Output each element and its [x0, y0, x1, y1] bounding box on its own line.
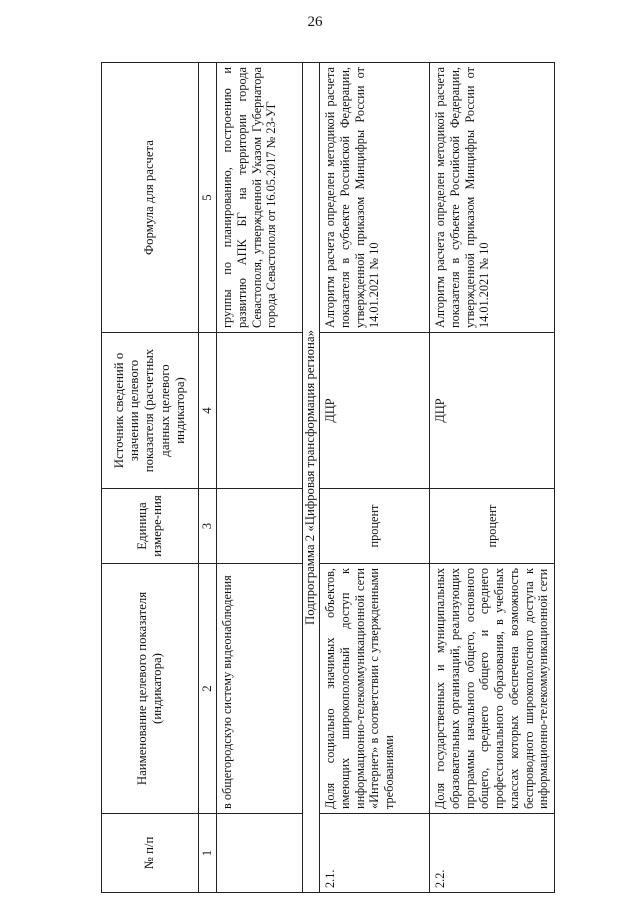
page-number: 26 — [307, 14, 323, 30]
rotated-table-container — [101, 63, 551, 893]
row-source — [217, 333, 303, 489]
row-formula: Алгоритм расчета определен методикой расчета показателя в субъекте Российской Федерации, утвержденной приказом Минцифры России от 14.01.2021 № 10 — [430, 63, 555, 333]
table-row — [320, 63, 430, 893]
row-num: 2.2. — [430, 814, 555, 893]
table-header-row — [102, 63, 199, 893]
row-unit — [217, 489, 303, 564]
column-number: 4 — [199, 333, 217, 489]
column-numbers-row — [199, 63, 217, 893]
column-number: 5 — [199, 63, 217, 333]
column-number: 2 — [199, 564, 217, 814]
row-indicator-name: в общегородскую систему видеонаблюдения — [217, 564, 303, 814]
row-source: ДЦР — [430, 333, 555, 489]
row-unit: процент — [430, 489, 555, 564]
row-formula: группы по планированию, построению и развитию АПК БГ на территории города Севастополя, утвержденной Указом Губернатора города Севастополя от 16.05.2017 № 23-УГ — [217, 63, 303, 333]
row-indicator-name: Доля государственных и муниципальных образовательных организаций, реализующих программы начального общего, основного общего, среднего общего и среднего профессионального образования, в учебных классах которых обеспечена возможность беспроводного широкополосного доступа к информационно-телекоммуникационной сети — [430, 564, 555, 814]
header-unit: Единица измере-ния — [102, 489, 199, 564]
row-unit: процент — [320, 489, 430, 564]
table-row — [217, 63, 303, 893]
column-number: 1 — [199, 814, 217, 893]
target-indicators-table — [101, 62, 555, 893]
subprogram-title: Подпрограмма 2 «Цифровая трансформация региона» — [303, 63, 320, 893]
header-formula: Формула для расчета — [102, 63, 199, 333]
header-source: Источник сведений о значении целевого показателя (расчетных данных целевого индикатора) — [102, 333, 199, 489]
subprogram-row — [303, 63, 320, 893]
row-formula: Алгоритм расчета определен методикой расчета показателя в субъекте Российской Федерации, утвержденной приказом Минцифры России от 14.01.2021 № 10 — [320, 63, 430, 333]
row-num: 2.1. — [320, 814, 430, 893]
row-source: ДЦР — [320, 333, 430, 489]
header-num: № п/п — [102, 814, 199, 893]
column-number: 3 — [199, 489, 217, 564]
table-row — [430, 63, 555, 893]
row-num — [217, 814, 303, 893]
header-indicator-name: Наименование целевого показателя (индикатора) — [102, 564, 199, 814]
row-indicator-name: Доля социально значимых объектов, имеющих широкополосный доступ к информационно-телекоммуникационной сети «Интернет» в соответствии с утвержденными требованиями — [320, 564, 430, 814]
